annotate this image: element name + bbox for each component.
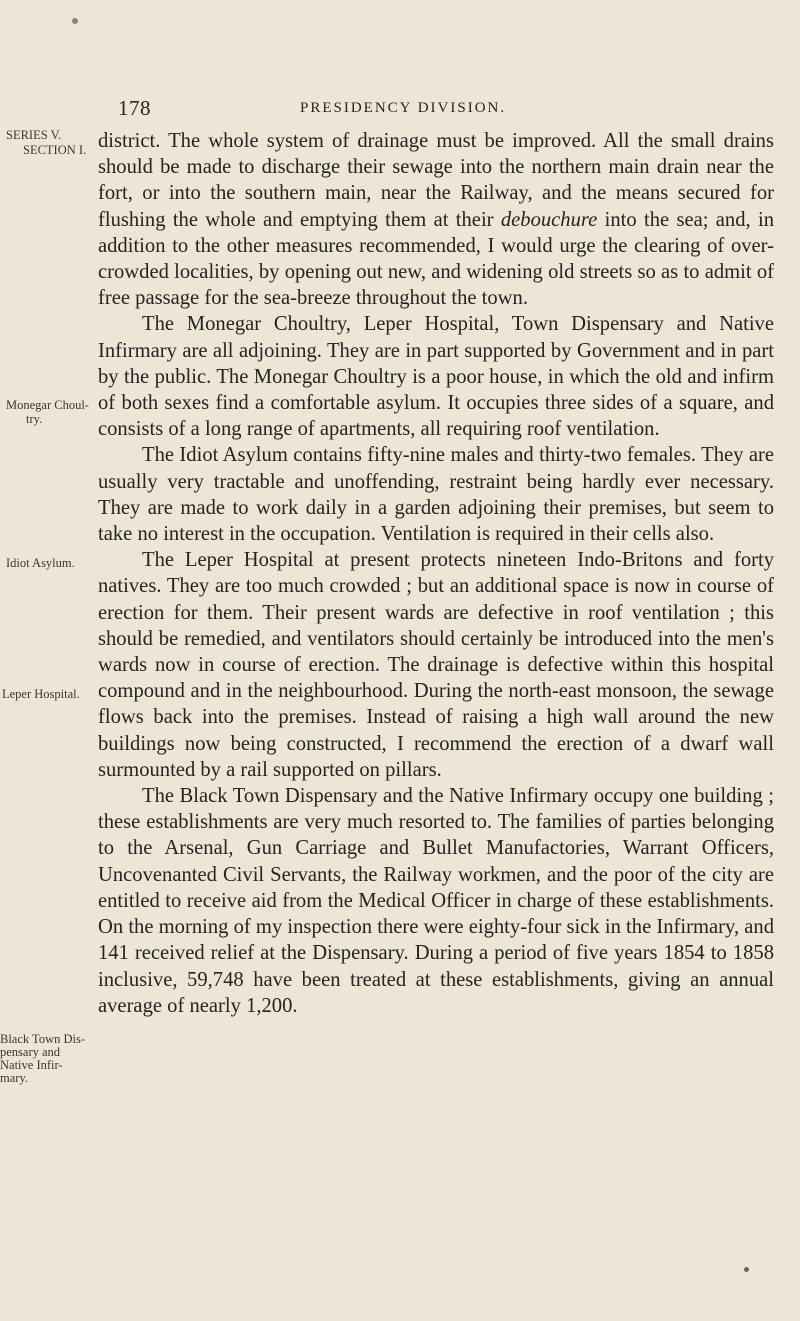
margin-note-section: SECTION I. (23, 143, 87, 157)
ink-speck (744, 1267, 749, 1272)
paragraph-black-town-dispensary: The Black Town Dispensary and the Native Infirmary occupy one building ; these establishments are very much resorted to. The families of parties belonging to the Arsenal, Gun Carriage and Bullet Manufactories, Warrant Officers, Uncovenanted Civil Servants, the Railway workmen, and the poor of the city are entitled to receive aid from the Medical Officer in charge of these establishments. On the morning of my inspection there were eighty-four sick in the Infirmary, and 141 received relief at the Dispensary. During a period of five years 1854 to 1858 inclusive, 59,748 have been treated at these establishments, giving an annual average of nearly 1,200. (98, 785, 774, 1017)
paragraph-monegar-choultry: The Monegar Choultry, Leper Hospital, Town Dispensary and Native Infirmary are all adjoining. They are in part supported by Government and in part by the public. The Monegar Choultry is a poor house, in which the old and infirm of both sexes find a comfortable asylum. It occupies three sides of a square, and consists of a long range of apartments, all requiring roof ventilation. (98, 313, 774, 441)
margin-note-leper-hospital: Leper Hospital. (2, 687, 80, 701)
paragraph-drainage-italic: debouchure (500, 208, 598, 231)
paragraph-leper-hospital: The Leper Hospital at present protects nineteen Indo-Britons and forty natives. They are too much crowded ; but an additional space is now in course of erection for them. Their present wards are defective in roof ventilation ; this should be remedied, and ventilators should certainly be introduced into the men's wards now in course of erection. The drainage is defective within this hospital compound and in the neighbourhood. During the north-east monsoon, the sewage flows back into the premises. Instead of raising a high wall around the new buildings now being constructed, I recommend the erection of a dwarf wall surmounted by a rail supported on pillars. (98, 549, 774, 781)
page-number: 178 (118, 96, 151, 120)
paragraph-drainage-start: district. The whole system of drainage must be improved. All the small drains should be made to discharge their sewage into the northern main drain near the fort, or into the southern main, near the Railway, and the means secured for flushing the whole and emptying them at their (98, 130, 774, 231)
ink-speck (72, 18, 78, 24)
margin-note-monegar-choultry-cont: try. (26, 412, 43, 426)
margin-note-series: SERIES V. (6, 128, 62, 142)
margin-note-black-town: Black Town Dis- (0, 1032, 85, 1046)
margin-note-mary: mary. (0, 1071, 28, 1085)
paragraph-idiot-asylum: The Idiot Asylum contains fifty-nine males and thirty-two females. They are usually very tractable and unoffending, restraint being hardly ever necessary. They are made to work daily in a garden adjoining their premises, but seem to take no interest in the occupation. Ventilation is required in their cells also. (98, 444, 774, 546)
margin-note-idiot-asylum: Idiot Asylum. (6, 556, 75, 570)
margin-note-native-infirmary: Native Infir- (0, 1058, 63, 1072)
margin-note-monegar-choultry: Monegar Choul- (6, 398, 89, 412)
paragraph-drainage-end: into the sea; and, in addition to the other measures recommended, I would urge the clearing of over-crowded localities, by opening out new, and widening old streets so as to admit of free passage for the sea-breeze throughout the town. (98, 208, 775, 310)
margin-note-dispensary: pensary and (0, 1045, 61, 1059)
paragraph-drainage (98, 128, 774, 311)
body-text (98, 128, 774, 1019)
running-head: PRESIDENCY DIVISION. (300, 100, 507, 116)
